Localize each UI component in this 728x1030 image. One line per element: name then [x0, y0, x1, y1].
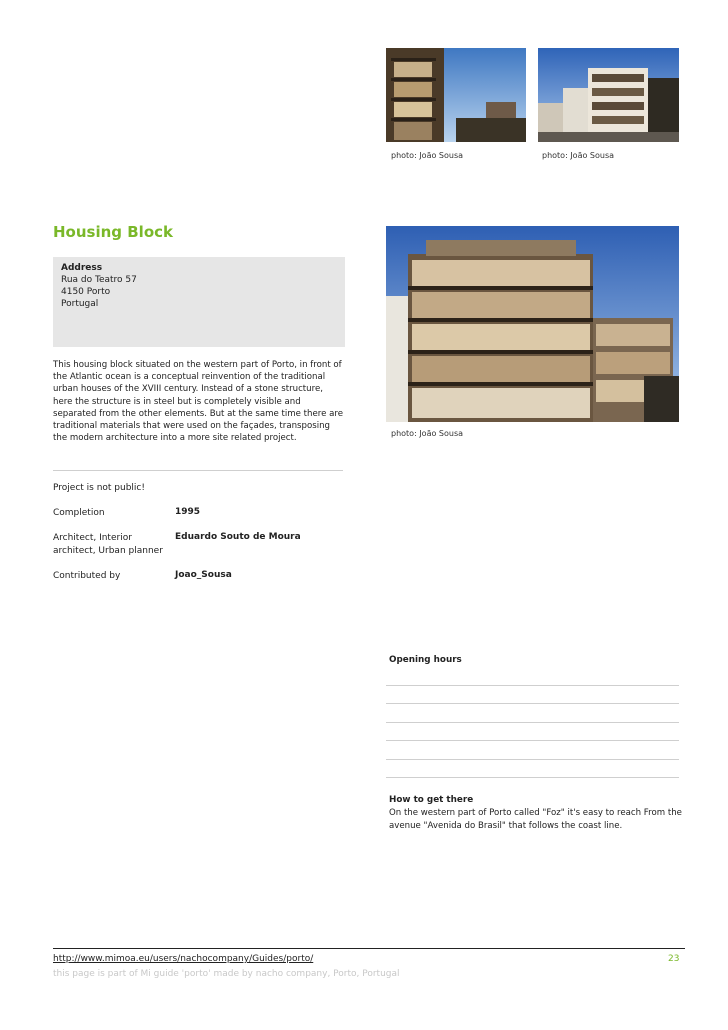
opening-hours-line — [386, 759, 679, 760]
opening-hours-line — [386, 685, 679, 686]
address-label: Address — [61, 263, 103, 273]
contributor-value: Joao_Sousa — [175, 570, 232, 580]
not-public-notice: Project is not public! — [53, 483, 145, 493]
opening-hours-line — [386, 740, 679, 741]
opening-hours-line — [386, 777, 679, 778]
footer-note: this page is part of Mi guide 'porto' made by nacho company, Porto, Portugal — [53, 969, 400, 979]
address-line: Portugal — [61, 299, 99, 309]
photo-caption: photo: João Sousa — [391, 429, 464, 438]
photo-main-facade — [386, 226, 679, 422]
footer-url-link[interactable]: http://www.mimoa.eu/users/nachocompany/Guides/porto/ — [53, 954, 314, 964]
page-title: Housing Block — [53, 223, 173, 241]
opening-hours-label: Opening hours — [389, 655, 462, 665]
completion-value: 1995 — [175, 507, 201, 517]
address-line: Rua do Teatro 57 — [61, 275, 137, 285]
photo-caption: photo: João Sousa — [542, 151, 615, 160]
address-box — [53, 257, 345, 347]
how-to-label: How to get there — [389, 795, 474, 805]
footer-divider — [53, 948, 685, 949]
contributor-label: Contributed by — [53, 571, 121, 581]
photo-building-street — [538, 48, 679, 142]
divider — [53, 470, 343, 471]
opening-hours-line — [386, 722, 679, 723]
opening-hours-line — [386, 703, 679, 704]
architect-label: Architect, Interior architect, Urban planner — [53, 533, 163, 556]
photo-building-side — [386, 48, 526, 142]
completion-label: Completion — [53, 508, 105, 518]
architect-value: Eduardo Souto de Moura — [175, 532, 301, 542]
how-to-text: On the western part of Porto called "Foz" it's easy to reach From the avenue "Avenida do Brasil" that follows the coast line. — [389, 808, 682, 831]
address-line: 4150 Porto — [61, 287, 111, 297]
photo-caption: photo: João Sousa — [391, 151, 464, 160]
page-number: 23 — [668, 954, 680, 964]
project-description: This housing block situated on the western part of Porto, in front of the Atlantic ocean is a conceptual reinvention of the traditional urban houses of the XVIII century. Instead of a stone structure, here the structure is in steel but is completely visible and separated from the other elements. But at the same time there are traditional materials that were used on the façades, transposing the modern architecture into a more site related project. — [53, 360, 343, 444]
